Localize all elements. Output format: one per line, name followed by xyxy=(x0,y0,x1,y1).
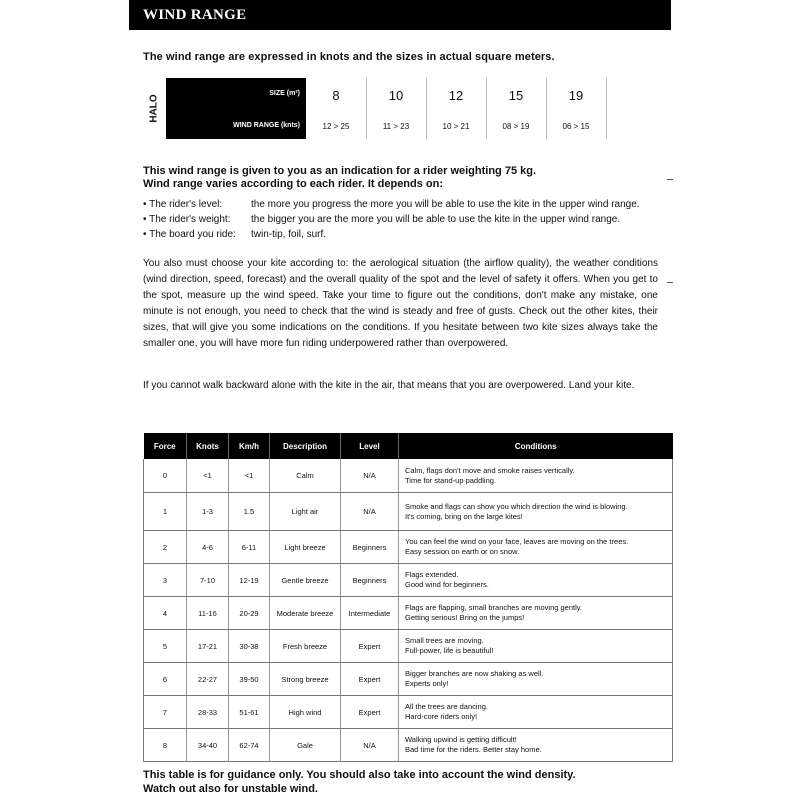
conditions-cell xyxy=(399,729,673,762)
condition-line: Hard-core riders only! xyxy=(405,712,478,721)
level-cell: N/A xyxy=(341,729,399,762)
force-cell: 3 xyxy=(144,564,187,597)
condition-line: Time for stand-up paddling. xyxy=(405,475,497,485)
description-cell: Moderate breeze xyxy=(270,597,341,630)
condition-line: Getting serious! Bring on the jumps! xyxy=(405,613,525,622)
kmh-cell: 51-61 xyxy=(229,696,270,729)
size-column xyxy=(306,78,367,139)
kmh-cell: 1.5 xyxy=(229,493,270,531)
force-cell: 6 xyxy=(144,663,187,696)
table-header-row xyxy=(144,433,673,459)
section-title: WIND RANGE xyxy=(143,7,247,23)
description-cell: Fresh breeze xyxy=(270,630,341,663)
kite-model-label xyxy=(143,78,165,139)
kite-model-name: HALO xyxy=(148,94,160,123)
kite-size: 8 xyxy=(332,88,340,103)
description-cell: Gale xyxy=(270,729,341,762)
table-row xyxy=(144,459,673,493)
size-column xyxy=(546,78,607,139)
level-cell: Expert xyxy=(341,696,399,729)
kite-size: 12 xyxy=(448,88,464,103)
condition-line: Experts only! xyxy=(405,679,449,688)
footer-note xyxy=(143,768,663,796)
description-cell: Light air xyxy=(270,493,341,531)
column-header: Force xyxy=(144,433,187,459)
kite-wind-range: 11 > 23 xyxy=(382,122,410,131)
condition-line: Small trees are moving. xyxy=(405,636,484,645)
table-row xyxy=(144,564,673,597)
size-row-label: SIZE (m²) xyxy=(269,90,300,97)
indication-text xyxy=(143,165,663,191)
indication-line: Wind range varies according to each rider. It depends on: xyxy=(143,178,444,190)
margin-mark xyxy=(667,179,673,180)
conditions-cell xyxy=(399,459,673,493)
condition-line: Flags are flapping, small branches are moving gently. xyxy=(405,603,583,612)
kite-wind-range: 12 > 25 xyxy=(322,122,350,131)
kmh-cell: <1 xyxy=(229,459,270,493)
size-column xyxy=(486,78,547,139)
condition-line: Full-power, life is beautiful! xyxy=(405,646,494,655)
footer-line: This table is for guidance only. You should also take into account the wind density. xyxy=(143,769,576,781)
margin-mark xyxy=(667,282,673,283)
kmh-cell: 30-38 xyxy=(229,630,270,663)
level-cell: N/A xyxy=(341,459,399,493)
force-cell: 7 xyxy=(144,696,187,729)
condition-line: Bad time for the riders. Better stay home. xyxy=(405,745,542,754)
size-column xyxy=(366,78,427,139)
advice-paragraph: You also must choose your kite according to: the aerological situation (the airflow quality), the weather conditions (wind direction, speed, forecast) and the overall quality of the spot and the level of safety it offers. When you get to the spot, measure up the wind speed. Take your time to figure out the conditions, don't make any mistake, one minute is not enough, you need to check that the wind is steady and free of gusts. Check out the other kites, their sizes, that will give you some indications on the conditions. If you hesitate between two kite sizes always take the smaller one, you will have more fun riding underpowered rather than overpowered. xyxy=(143,258,658,349)
table-row xyxy=(144,729,673,762)
kite-size: 15 xyxy=(508,88,524,103)
factor-label: • The rider's level: xyxy=(143,199,223,210)
table-row xyxy=(144,630,673,663)
indication-line: This wind range is given to you as an indication for a rider weighting 75 kg. xyxy=(143,165,537,177)
column-header: Conditions xyxy=(399,433,673,459)
range-row-label: WIND RANGE (knts) xyxy=(233,122,300,129)
condition-line: Bigger branches are now shaking as well. xyxy=(405,669,544,678)
column-header: Description xyxy=(270,433,341,459)
knots-cell: 11-16 xyxy=(187,597,229,630)
conditions-cell xyxy=(399,696,673,729)
description-cell: Calm xyxy=(270,459,341,493)
knots-cell: 28-33 xyxy=(187,696,229,729)
kite-size: 19 xyxy=(568,88,584,103)
sizes-header-block xyxy=(166,78,306,139)
description-cell: Gentle breeze xyxy=(270,564,341,597)
factor-text: twin-tip, foil, surf. xyxy=(251,229,327,240)
kmh-cell: 39-50 xyxy=(229,663,270,696)
table-row xyxy=(144,493,673,531)
level-cell: Beginners xyxy=(341,531,399,564)
kite-size: 10 xyxy=(388,88,404,103)
conditions-cell xyxy=(399,493,673,531)
level-cell: Intermediate xyxy=(341,597,399,630)
column-header: Level xyxy=(341,433,399,459)
condition-line: Good wind for beginners. xyxy=(405,580,489,589)
knots-cell: 4-6 xyxy=(187,531,229,564)
kmh-cell: 20-29 xyxy=(229,597,270,630)
beaufort-table xyxy=(143,433,673,762)
level-cell: N/A xyxy=(341,493,399,531)
intro-text: The wind range are expressed in knots and the sizes in actual square meters. xyxy=(143,51,555,63)
knots-cell: 34-40 xyxy=(187,729,229,762)
level-cell: Expert xyxy=(341,663,399,696)
force-cell: 2 xyxy=(144,531,187,564)
factor-label: • The rider's weight: xyxy=(143,214,231,225)
condition-line: Smoke and flags can show you which direction the wind is blowing. xyxy=(405,501,628,511)
factor-text: the bigger you are the more you will be able to use the kite in the upper wind range. xyxy=(251,214,621,225)
condition-line: Flags extended. xyxy=(405,570,459,579)
size-column xyxy=(426,78,487,139)
factor-text: the more you progress the more you will be able to use the kite in the upper wind range. xyxy=(251,199,640,210)
description-cell: Strong breeze xyxy=(270,663,341,696)
kmh-cell: 6-11 xyxy=(229,531,270,564)
knots-cell: 22-27 xyxy=(187,663,229,696)
description-cell: High wind xyxy=(270,696,341,729)
footer-line: Watch out also for unstable wind. xyxy=(143,783,318,795)
kmh-cell: 62-74 xyxy=(229,729,270,762)
kmh-cell: 12-19 xyxy=(229,564,270,597)
conditions-cell xyxy=(399,531,673,564)
kite-wind-range: 10 > 21 xyxy=(442,122,470,131)
column-header: Km/h xyxy=(229,433,270,459)
description-cell: Light breeze xyxy=(270,531,341,564)
force-cell: 0 xyxy=(144,459,187,493)
force-cell: 5 xyxy=(144,630,187,663)
column-header: Knots xyxy=(187,433,229,459)
knots-cell: 7-10 xyxy=(187,564,229,597)
condition-line: It's coming, bring on the large kites! xyxy=(405,511,523,521)
condition-line: Walking upwind is getting difficult! xyxy=(405,735,517,744)
force-cell: 8 xyxy=(144,729,187,762)
kite-wind-range: 08 > 19 xyxy=(502,122,530,131)
knots-cell: <1 xyxy=(187,459,229,493)
condition-line: All the trees are dancing. xyxy=(405,702,488,711)
level-cell: Beginners xyxy=(341,564,399,597)
condition-line: Calm, flags don't move and smoke raises vertically. xyxy=(405,465,575,475)
knots-cell: 1-3 xyxy=(187,493,229,531)
table-row xyxy=(144,531,673,564)
table-row xyxy=(144,663,673,696)
conditions-cell xyxy=(399,597,673,630)
condition-line: Easy session on earth or on snow. xyxy=(405,547,520,556)
knots-cell: 17-21 xyxy=(187,630,229,663)
conditions-cell xyxy=(399,630,673,663)
force-cell: 1 xyxy=(144,493,187,531)
level-cell: Expert xyxy=(341,630,399,663)
table-row xyxy=(144,696,673,729)
conditions-cell xyxy=(399,564,673,597)
condition-line: You can feel the wind on your face, leaves are moving on the trees. xyxy=(405,537,629,546)
table-row xyxy=(144,597,673,630)
conditions-cell xyxy=(399,663,673,696)
overpowered-paragraph: If you cannot walk backward alone with the kite in the air, that means that you are overpowered. Land your kite. xyxy=(143,380,635,391)
force-cell: 4 xyxy=(144,597,187,630)
section-header xyxy=(129,0,671,30)
factor-label: • The board you ride: xyxy=(143,229,236,240)
kite-wind-range: 06 > 15 xyxy=(562,122,590,131)
